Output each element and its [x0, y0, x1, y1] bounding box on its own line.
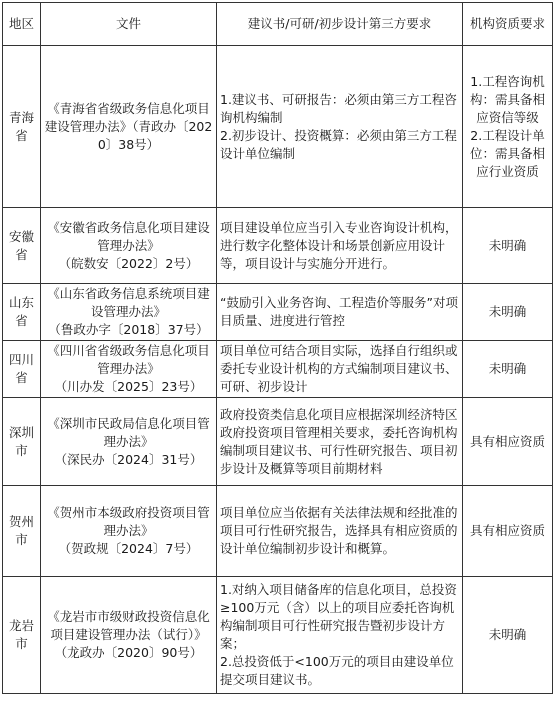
file-cell	[41, 208, 217, 284]
requirement-cell	[217, 577, 463, 694]
qualification-cell-line: 未明确	[488, 361, 527, 376]
file-cell-line: （深民办〔2024〕31号）	[54, 451, 203, 467]
qualification-cell	[463, 486, 553, 577]
file-cell-line: 《山东省政务信息系统项目建设管理办法》	[47, 286, 210, 319]
header-requirement: 建议书/可研/初步设计第三方要求	[217, 3, 463, 46]
qualification-cell	[463, 398, 553, 486]
requirement-cell-line: 项目单位应当依据有关法律法规和经批准的项目可行性研究报告，选择具有相应资质的设计单位编制初步设计和概算。	[220, 505, 458, 556]
region-cell: 安徽省	[3, 208, 41, 284]
qualification-cell	[463, 46, 553, 208]
file-cell-line: （贺政规〔2024〕7号）	[58, 541, 199, 556]
region-cell: 青海省	[3, 46, 41, 208]
table-row	[3, 486, 553, 577]
qualification-cell-line: 具有相应资质	[469, 433, 545, 449]
file-cell	[41, 577, 217, 694]
qualification-cell-line: 2.工程设计单位：需具备相应行业资质	[469, 127, 545, 179]
requirement-cell-line: 2.初步设计、投资概算：必须由第三方工程设计单位编制	[220, 127, 457, 161]
qualification-cell-line: 未明确	[488, 237, 527, 253]
region-cell: 四川省	[3, 341, 41, 398]
file-cell-line: （龙政办〔2020〕90号）	[54, 645, 203, 660]
header-region: 地区	[3, 3, 41, 46]
region-cell: 贺州市	[3, 486, 41, 577]
qualification-cell-line: 未明确	[488, 627, 527, 642]
requirement-cell-line: 项目建设单位应当引入专业咨询设计机构，进行数字化整体设计和场景创新应用设计等，项目设计与实施分开进行。	[220, 219, 458, 271]
table-row	[3, 208, 553, 284]
file-cell	[41, 46, 217, 208]
qualification-cell	[463, 284, 553, 341]
requirement-cell-line: 1.建议书、可研报告：必须由第三方工程咨询机构编制	[220, 91, 457, 125]
table-row	[3, 284, 553, 341]
header-qualification: 机构资质要求	[463, 3, 553, 46]
file-cell-line: 《深圳市民政局信息化项目管理办法》	[47, 415, 210, 449]
file-cell	[41, 486, 217, 577]
region-cell: 龙岩市	[3, 577, 41, 694]
table-row	[3, 577, 553, 694]
requirement-cell-line: 1.对纳入项目储备库的信息化项目，总投资≥100万元（含）以上的项目应委托咨询机构编制项目可行性研究报告暨初步设计方案；	[220, 582, 457, 651]
table-row	[3, 341, 553, 398]
policy-table	[2, 2, 553, 694]
file-cell-line: 《四川省省级政务信息化项目管理办法》	[47, 343, 210, 376]
file-cell-line: （皖数安〔2022〕2号）	[58, 255, 199, 271]
qualification-cell	[463, 208, 553, 284]
requirement-cell-line: 项目单位可结合项目实际，选择自行组织或委托专业设计机构的方式编制项目建议书、可研、初步设计	[220, 343, 458, 394]
requirement-cell	[217, 398, 463, 486]
file-cell-line: 《青海省省级政务信息化项目建设管理办法》（青政办〔2020〕38号）	[44, 100, 213, 152]
header-file: 文件	[41, 3, 217, 46]
file-cell	[41, 284, 217, 341]
requirement-cell	[217, 284, 463, 341]
table-row	[3, 46, 553, 208]
file-cell-line: （川办发〔2025〕23号）	[54, 379, 203, 394]
requirement-cell	[217, 46, 463, 208]
header-row	[3, 3, 553, 46]
requirement-cell-line: 2.总投资低于<100万元的项目由建设单位提交项目建议书。	[220, 654, 454, 687]
file-cell	[41, 398, 217, 486]
file-cell-line: 《贺州市本级政府投资项目管理办法》	[47, 505, 210, 538]
qualification-cell	[463, 341, 553, 398]
table-row	[3, 398, 553, 486]
region-cell: 山东省	[3, 284, 41, 341]
qualification-cell	[463, 577, 553, 694]
file-cell-line: 《安徽省政务信息化项目建设管理办法》	[47, 219, 210, 253]
file-cell-line: 《龙岩市市级财政投资信息化项目建设管理办法（试行）》	[47, 609, 210, 642]
requirement-cell	[217, 208, 463, 284]
qualification-cell-line: 1.工程咨询机构：需具备相应资信等级	[469, 73, 545, 125]
qualification-cell-line: 具有相应资质	[469, 523, 545, 538]
requirement-cell-line: 政府投资类信息化项目应根据深圳经济特区政府投资项目管理相关要求，委托咨询机构编制项目建议书、可行性研究报告、项目初步设计及概算等项目前期材料	[220, 406, 458, 476]
qualification-cell-line: 未明确	[488, 304, 527, 319]
table-body	[3, 46, 553, 694]
requirement-cell	[217, 341, 463, 398]
region-cell: 深圳市	[3, 398, 41, 486]
requirement-cell-line: “鼓励引入业务咨询、工程造价等服务”对项目质量、进度进行管控	[220, 295, 458, 328]
file-cell	[41, 341, 217, 398]
file-cell-line: （鲁政办字〔2018〕37号）	[48, 322, 209, 337]
requirement-cell	[217, 486, 463, 577]
